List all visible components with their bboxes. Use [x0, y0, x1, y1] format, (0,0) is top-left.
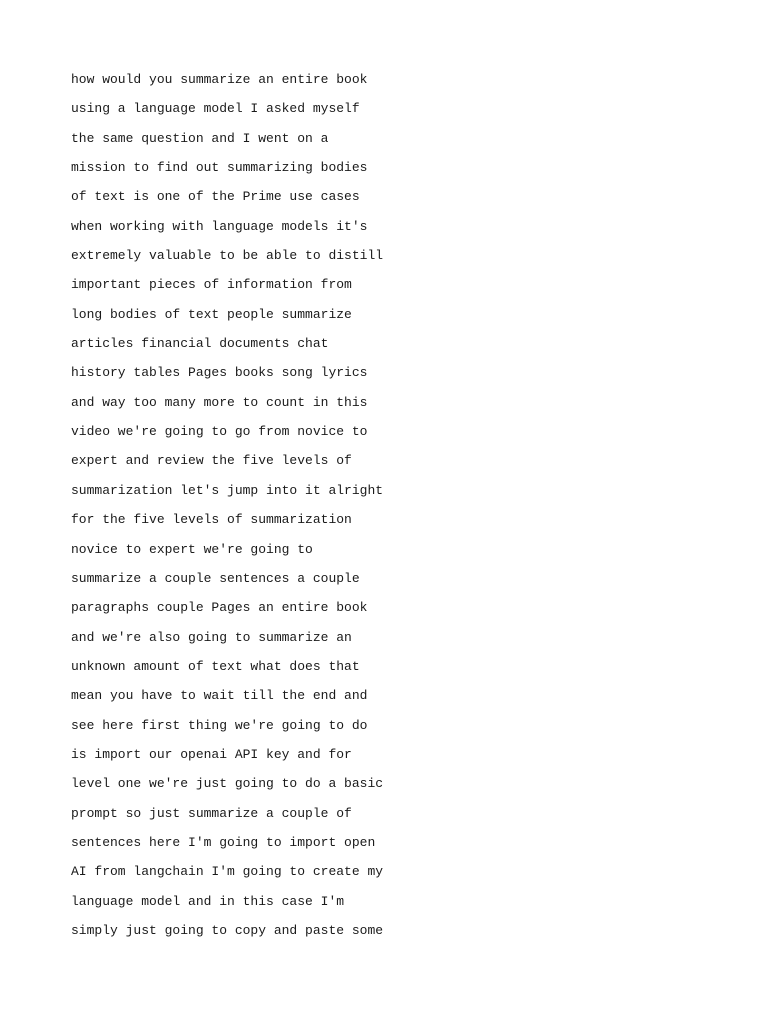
text-line: expert and review the five levels of	[71, 453, 352, 469]
text-line: novice to expert we're going to	[71, 541, 313, 557]
text-line: mission to find out summarizing bodies	[71, 160, 368, 176]
text-line: prompt so just summarize a couple of	[71, 805, 352, 821]
text-line: is import our openai API key and for	[71, 746, 352, 762]
text-line: video we're going to go from novice to	[71, 424, 368, 440]
text-line: articles financial documents chat	[71, 336, 329, 352]
text-line: see here first thing we're going to do	[71, 717, 368, 733]
text-line: summarization let's jump into it alright	[71, 482, 384, 498]
transcript-text-block	[71, 70, 731, 950]
text-line: history tables Pages books song lyrics	[71, 365, 368, 381]
text-line: simply just going to copy and paste some	[71, 922, 384, 938]
text-line: AI from langchain I'm going to create my	[71, 864, 384, 880]
text-line: paragraphs couple Pages an entire book	[71, 600, 368, 616]
text-line: how would you summarize an entire book	[71, 72, 368, 87]
text-line: for the five levels of summarization	[71, 512, 352, 528]
text-line: and way too many more to count in this	[71, 394, 368, 410]
text-line: language model and in this case I'm	[71, 893, 345, 909]
text-line: of text is one of the Prime use cases	[71, 189, 360, 205]
text-line: extremely valuable to be able to distill	[71, 248, 384, 264]
text-line: and we're also going to summarize an	[71, 629, 352, 645]
text-line: unknown amount of text what does that	[71, 658, 360, 674]
text-line: mean you have to wait till the end and	[71, 688, 368, 704]
text-line: the same question and I went on a	[71, 130, 329, 146]
text-line: level one we're just going to do a basic	[71, 776, 384, 792]
text-line: important pieces of information from	[71, 277, 352, 293]
text-line: long bodies of text people summarize	[71, 306, 352, 322]
text-line: summarize a couple sentences a couple	[71, 570, 360, 586]
text-line: when working with language models it's	[71, 218, 368, 234]
text-line: sentences here I'm going to import open	[71, 834, 376, 850]
text-line: using a language model I asked myself	[71, 101, 360, 117]
